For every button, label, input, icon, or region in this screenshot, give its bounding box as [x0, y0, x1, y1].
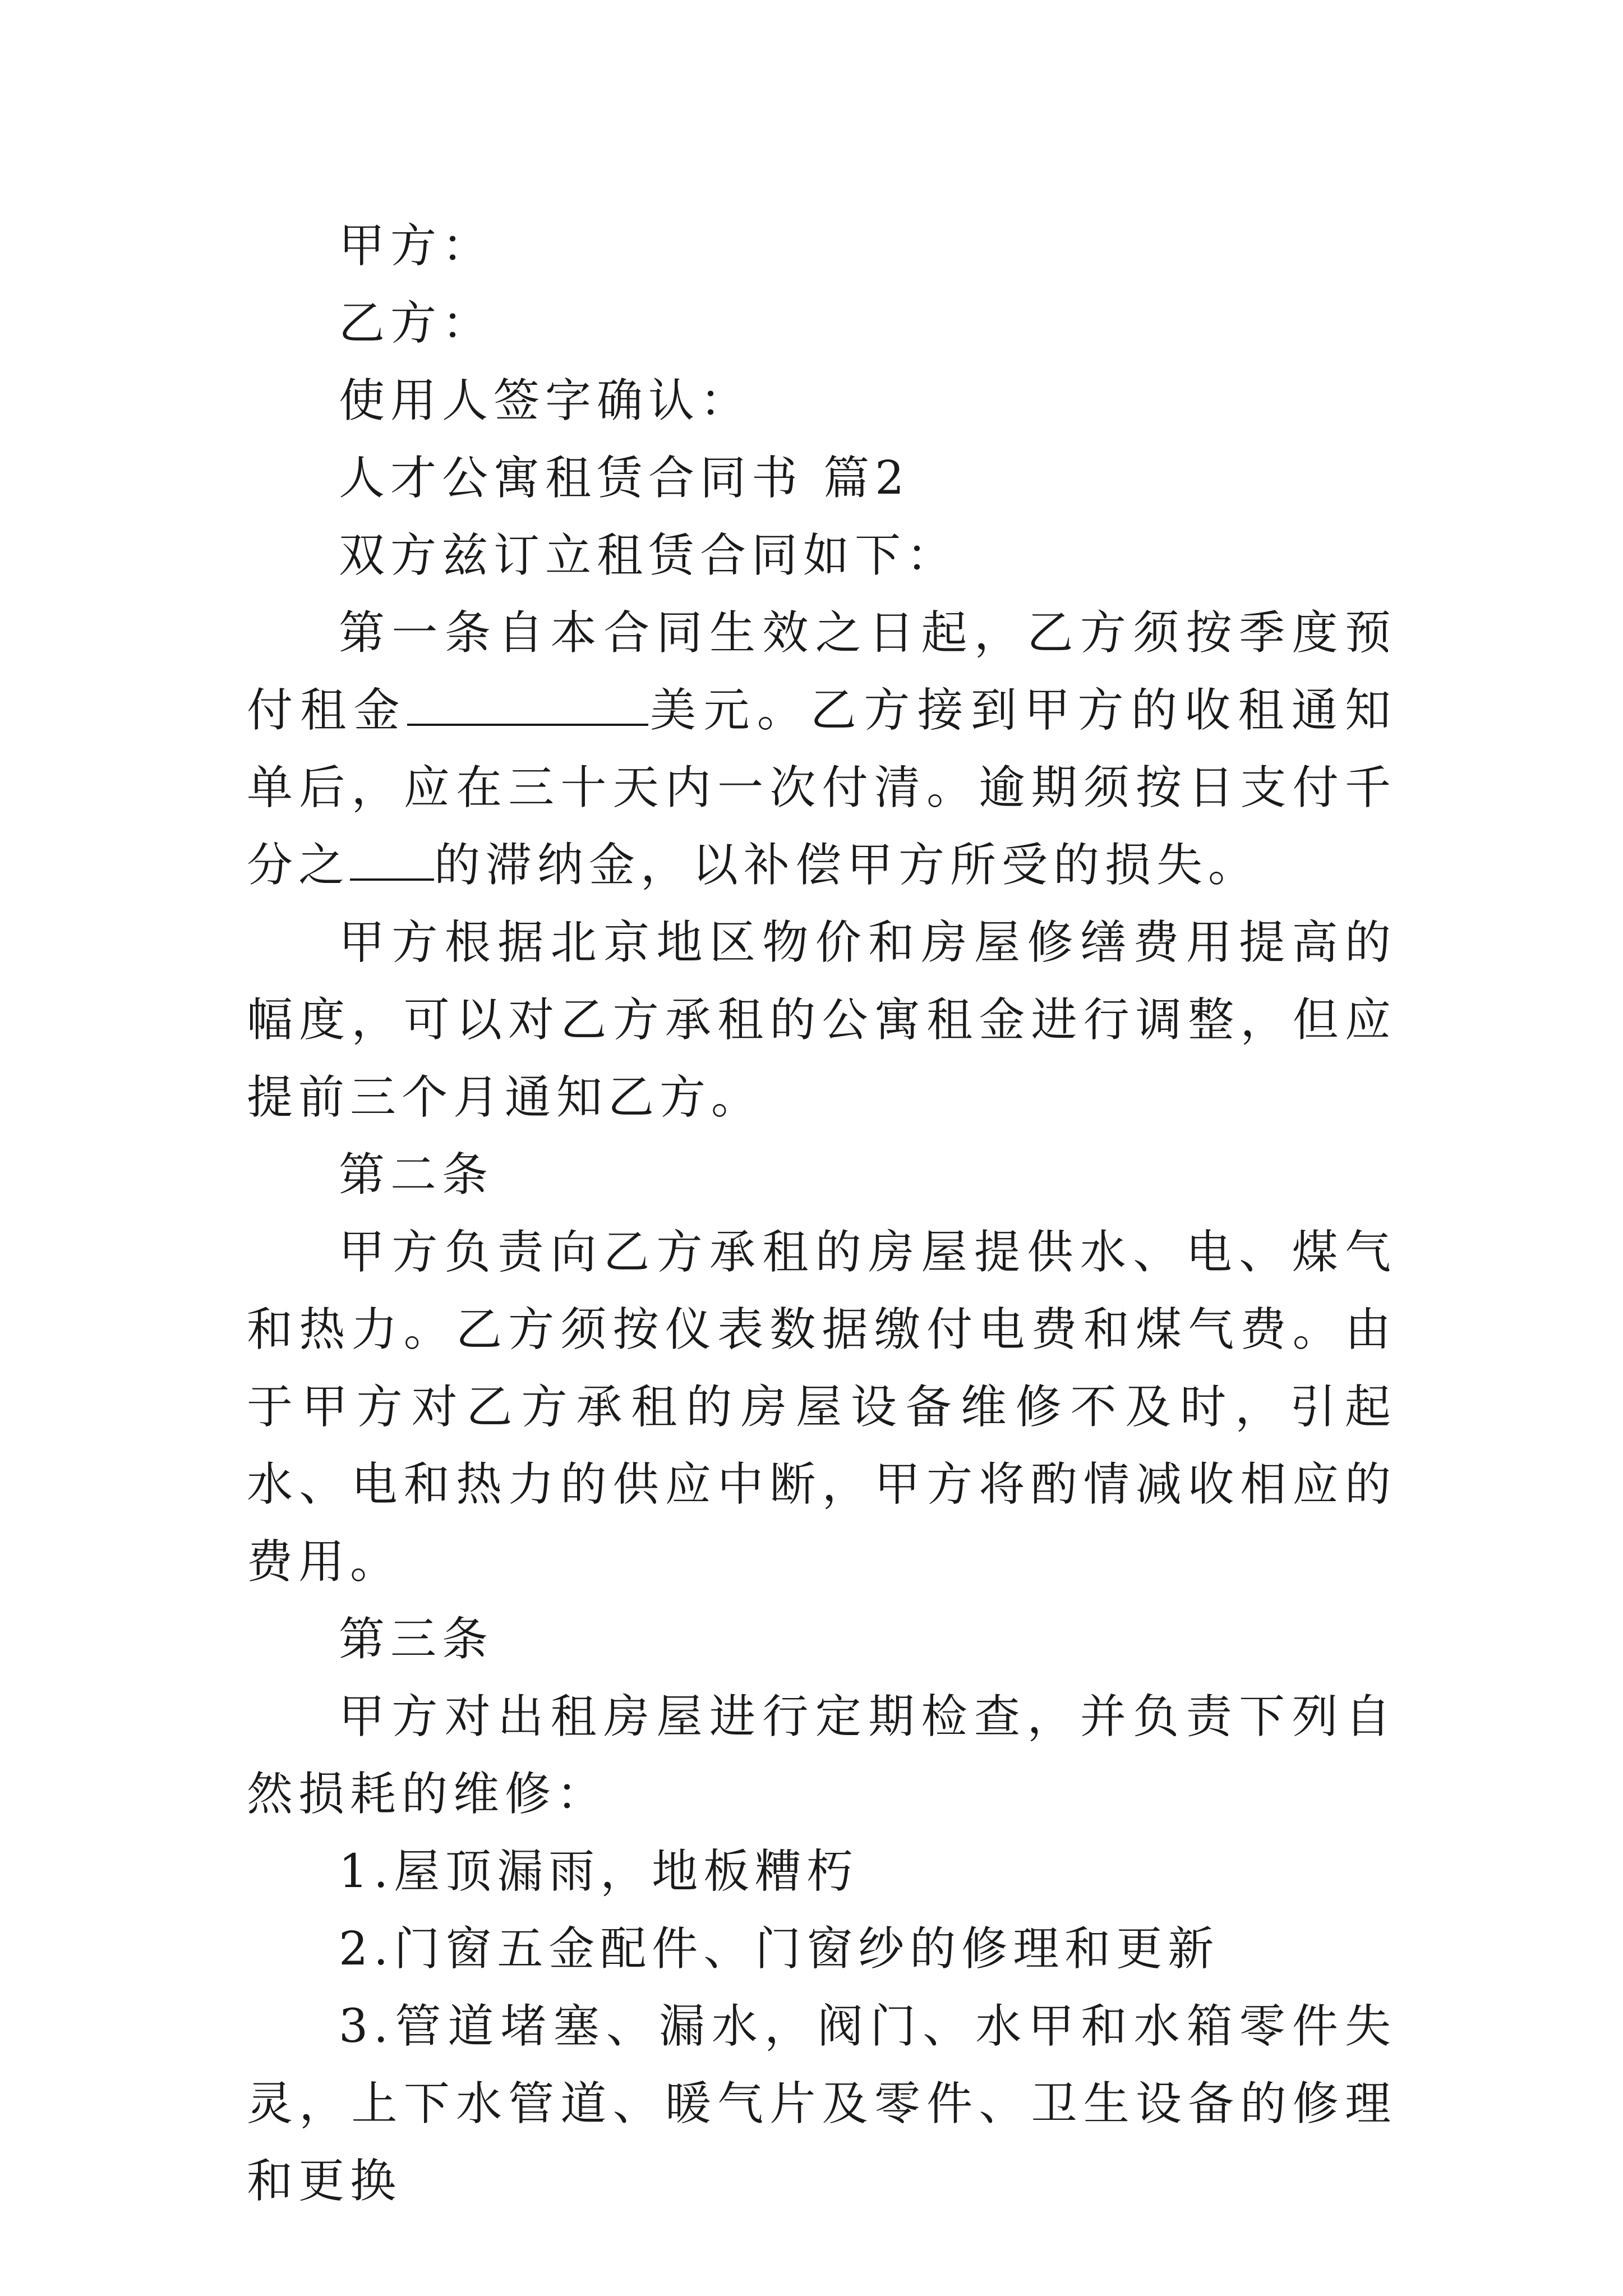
contract-intro: 双方兹订立租赁合同如下： [339, 529, 958, 582]
rent-amount-blank [407, 677, 648, 726]
contract-body [247, 208, 1396, 2220]
article-1-text-c: 的滞纳金，以补偿甲方所受的损失。 [434, 839, 1260, 892]
party-b-line: 乙方： [339, 297, 494, 350]
section-title: 人才公寓租赁合同书 篇2 [339, 452, 910, 505]
article-1-text-b: 美元。乙方接到甲方的收租通知单后，应在三十天内一次付清。逾期须按日支付千分之 [247, 684, 1396, 892]
article-3-body: 甲方对出租房屋进行定期检查，并负责下列自然损耗的维修： [247, 1690, 1396, 1821]
repair-item-3: 3.管道堵塞、漏水，阀门、水甲和水箱零件失灵，上下水管道、暖气片及零件、卫生设备的修理和更换 [247, 2000, 1396, 2208]
repair-item-2: 2.门窗五金配件、门窗纱的修理和更新 [339, 1922, 1220, 1976]
article-2-heading: 第二条 [339, 1148, 494, 1202]
article-3-heading: 第三条 [339, 1613, 494, 1666]
repair-item-1: 1.屋顶漏雨，地板糟朽 [339, 1845, 859, 1898]
article-2-body: 甲方负责向乙方承租的房屋提供水、电、煤气和热力。乙方须按仪表数据缴付电费和煤气费。由于甲方对乙方承租的房屋设备维修不及时，引起水、电和热力的供应中断，甲方将酌情减收相应的费用。 [247, 1226, 1396, 1589]
article-1-adjustment: 甲方根据北京地区物价和房屋修缮费用提高的幅度，可以对乙方承租的公寓租金进行调整，但应提前三个月通知乙方。 [247, 916, 1396, 1124]
user-signature-line: 使用人签字确认： [339, 374, 752, 427]
party-a-line: 甲方： [339, 219, 494, 273]
article-1-text-a: 第一条自本合同生效之日起，乙方须按季度预付租金 [247, 606, 1396, 737]
late-fee-rate-blank [350, 831, 434, 881]
article-1-rent [247, 595, 1396, 904]
